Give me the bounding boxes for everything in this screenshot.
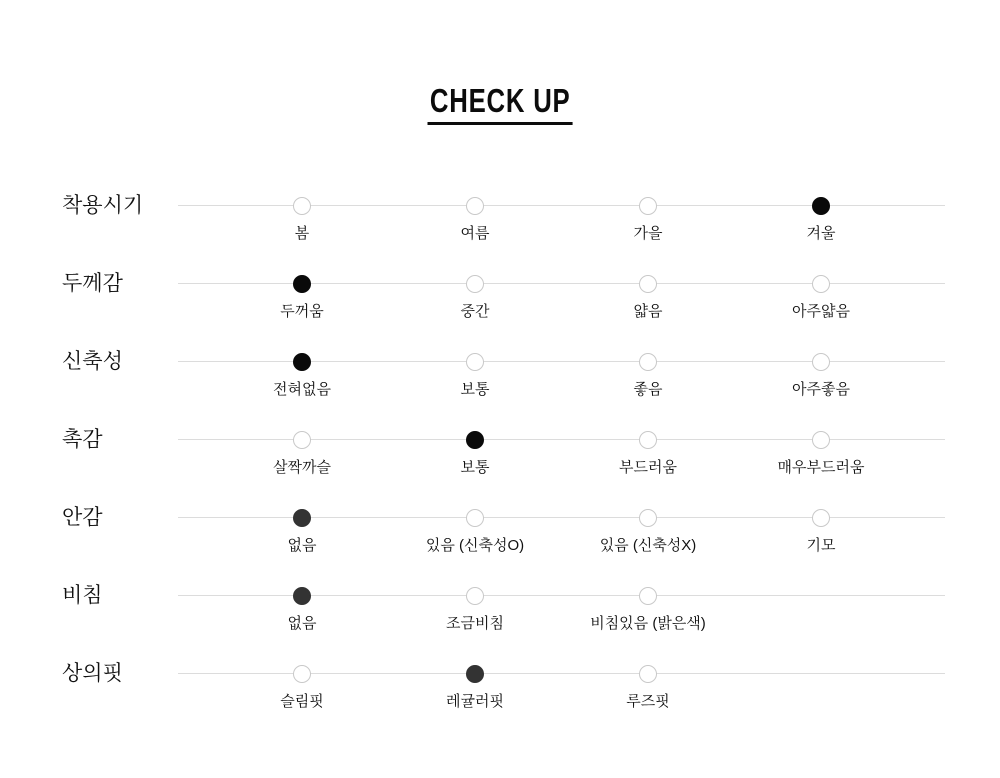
page-title: CHECK UP: [427, 84, 572, 125]
option-dot-icon: [639, 275, 657, 293]
option-dot-icon: [293, 665, 311, 683]
attribute-label: 두께감: [62, 272, 123, 295]
option-dot-icon: [466, 509, 484, 527]
option-label: 여름: [460, 225, 490, 242]
option-label: 아주얇음: [792, 303, 850, 320]
option-label: 중간: [460, 303, 490, 320]
option-label: 슬림핏: [280, 693, 324, 710]
option-dot-icon: [639, 665, 657, 683]
option-dot-icon: [466, 275, 484, 293]
option-label: 살짝까슬: [273, 459, 331, 476]
attribute-rows: [0, 168, 1000, 714]
option-dot-icon: [466, 353, 484, 371]
attribute-row: [0, 480, 1000, 558]
option-dot-icon: [812, 431, 830, 449]
option-label: 봄: [294, 225, 310, 242]
option-dot-icon: [293, 197, 311, 215]
option-label: 기모: [806, 537, 836, 554]
option-label: 보통: [460, 381, 490, 398]
option-label: 전혀없음: [273, 381, 331, 398]
option-label: 얇음: [633, 303, 663, 320]
option-dot-icon: [293, 275, 311, 293]
option-label: 좋음: [633, 381, 663, 398]
option-label: 루즈핏: [626, 693, 670, 710]
option-dot-icon: [293, 509, 311, 527]
option-label: 있음 (신축성O): [425, 537, 525, 554]
attribute-row: [0, 168, 1000, 246]
option-dot-icon: [466, 587, 484, 605]
option-label: 겨울: [806, 225, 836, 242]
option-label: 조금비침: [446, 615, 504, 632]
attribute-label: 비침: [62, 584, 103, 607]
option-dot-icon: [639, 431, 657, 449]
attribute-label: 착용시기: [62, 194, 144, 217]
option-dot-icon: [466, 665, 484, 683]
title-wrap: [0, 84, 1000, 125]
attribute-label: 안감: [62, 506, 103, 529]
option-dot-icon: [293, 431, 311, 449]
option-dot-icon: [466, 197, 484, 215]
option-dot-icon: [812, 275, 830, 293]
attribute-label: 촉감: [62, 428, 103, 451]
option-label: 부드러움: [619, 459, 677, 476]
option-label: 가을: [633, 225, 663, 242]
option-dot-icon: [639, 197, 657, 215]
option-label: 레귤러핏: [446, 693, 504, 710]
option-dot-icon: [293, 353, 311, 371]
option-dot-icon: [293, 587, 311, 605]
option-dot-icon: [812, 197, 830, 215]
option-label: 매우부드러움: [777, 459, 865, 476]
option-label: 없음: [287, 537, 317, 554]
option-dot-icon: [812, 509, 830, 527]
option-dot-icon: [466, 431, 484, 449]
option-label: 없음: [287, 615, 317, 632]
attribute-row: [0, 402, 1000, 480]
attribute-row: [0, 558, 1000, 636]
attribute-label: 상의핏: [62, 662, 123, 685]
attribute-row: [0, 636, 1000, 714]
option-dot-icon: [639, 587, 657, 605]
option-label: 비침있음 (밝은색): [590, 615, 706, 632]
option-dot-icon: [812, 353, 830, 371]
attribute-row: [0, 246, 1000, 324]
option-label: 아주좋음: [792, 381, 850, 398]
attribute-row: [0, 324, 1000, 402]
option-dot-icon: [639, 353, 657, 371]
option-label: 있음 (신축성X): [599, 537, 697, 554]
attribute-label: 신축성: [62, 350, 123, 373]
option-label: 두꺼움: [280, 303, 324, 320]
option-label: 보통: [460, 459, 490, 476]
option-dot-icon: [639, 509, 657, 527]
